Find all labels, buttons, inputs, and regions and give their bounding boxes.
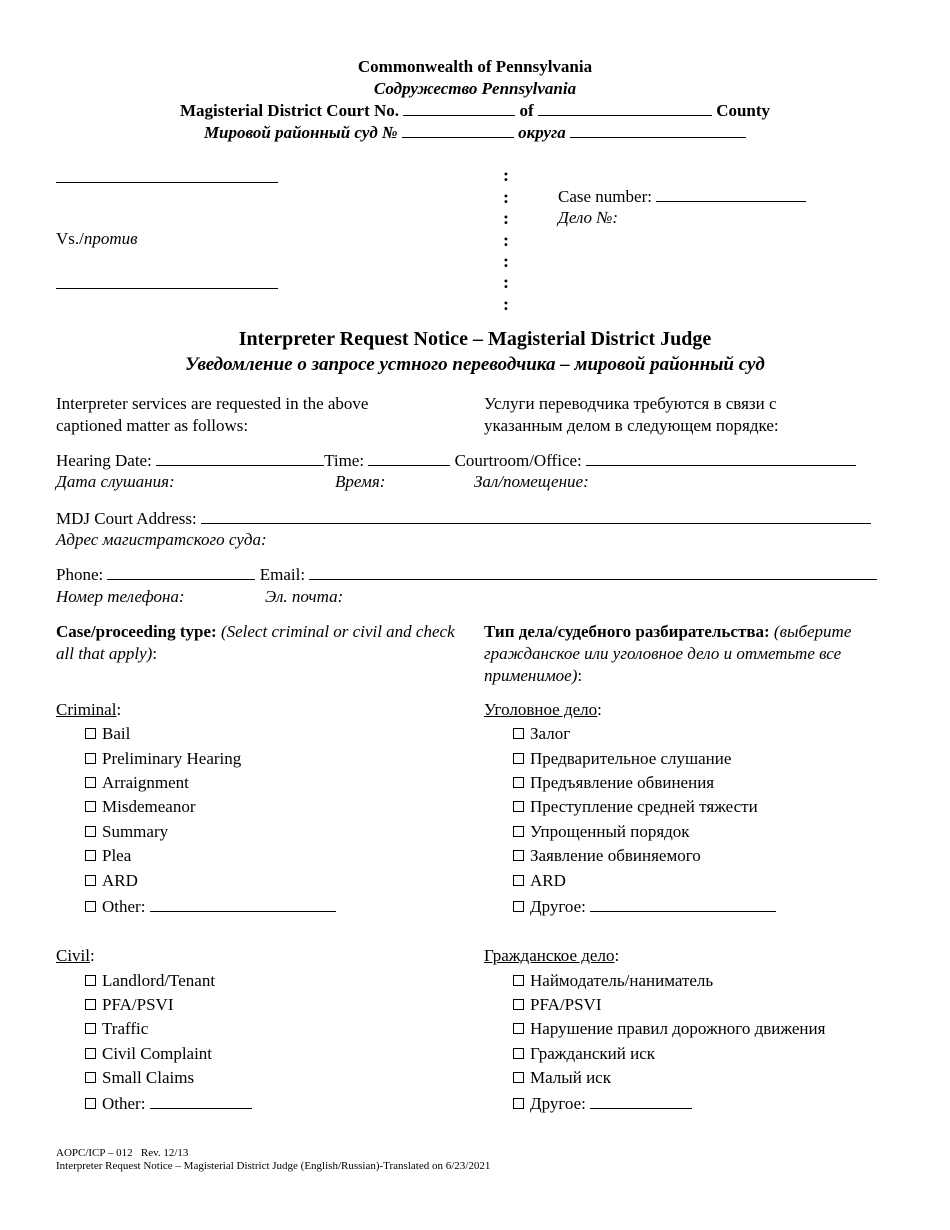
civil-heading-ru: Гражданское дело: <box>484 946 620 965</box>
checkbox-label: Small Claims <box>102 1068 195 1087</box>
criminal-heading: Criminal: <box>56 700 122 719</box>
checkbox-label: Plea <box>102 846 132 865</box>
time-label-ru: Время: <box>335 472 386 491</box>
footer-form-id: AOPC/ICP – 012 Rev. 12/13 <box>56 1147 189 1159</box>
checkbox-item[interactable] <box>513 846 701 866</box>
page-title-ru: Уведомление о запросе устного переводчика – мировой районный суд <box>185 354 765 375</box>
vs-ru: против <box>83 229 138 248</box>
vs-en: Vs./ <box>56 229 84 248</box>
plaintiff-field[interactable] <box>56 167 278 183</box>
time-label: Time: <box>324 451 365 470</box>
courtroom-label: Courtroom/Office: <box>454 451 582 470</box>
hearing-date-label-ru: Дата слушания: <box>56 472 175 491</box>
checkbox-item[interactable] <box>513 1093 692 1114</box>
email-field[interactable] <box>309 564 877 580</box>
checkbox[interactable] <box>513 975 524 986</box>
checkbox-label: Предъявление обвинения <box>530 773 715 792</box>
checkbox-label: Civil Complaint <box>102 1044 213 1063</box>
checkbox-item[interactable] <box>85 724 130 744</box>
checkbox[interactable] <box>85 875 96 886</box>
email-label: Email: <box>259 565 306 584</box>
checkbox-label: Bail <box>102 724 131 743</box>
other-field[interactable] <box>590 1093 692 1109</box>
intro-en: Interpreter services are requested in the above captioned matter as follows: <box>56 394 369 435</box>
defendant-field[interactable] <box>56 273 278 289</box>
courtroom-field[interactable] <box>586 450 856 466</box>
page-title: Interpreter Request Notice – Magisterial District Judge <box>238 328 712 350</box>
checkbox[interactable] <box>85 801 96 812</box>
checkbox[interactable] <box>85 975 96 986</box>
checkbox[interactable] <box>85 826 96 837</box>
checkbox-label: Landlord/Tenant <box>102 971 216 990</box>
checkbox[interactable] <box>85 1072 96 1083</box>
checkbox-item[interactable] <box>85 1093 252 1114</box>
checkbox-label: Упрощенный порядок <box>530 822 690 841</box>
court-number-field[interactable] <box>403 100 515 116</box>
checkbox-item[interactable] <box>513 749 731 769</box>
checkbox-label: Малый иск <box>530 1068 611 1087</box>
checkbox-item[interactable] <box>85 1044 212 1064</box>
checkbox-item[interactable] <box>85 896 336 917</box>
checkbox[interactable] <box>85 777 96 788</box>
header-court-line <box>0 100 950 121</box>
checkbox-item[interactable] <box>513 724 570 744</box>
court-number-field-ru[interactable] <box>402 122 514 138</box>
checkbox-label: Другое: <box>530 1094 586 1113</box>
checkbox-item[interactable] <box>513 1044 655 1064</box>
phone-label: Phone: <box>56 565 104 584</box>
checkbox-label: Preliminary Hearing <box>102 749 242 768</box>
footer-description: Interpreter Request Notice – Magisterial District Judge (English/Russian)-Translated on 6/23/2021 <box>56 1160 491 1172</box>
checkbox-item[interactable] <box>513 1019 825 1039</box>
checkbox-label: Other: <box>102 1094 146 1113</box>
checkbox[interactable] <box>513 850 524 861</box>
checkbox-label: Гражданский иск <box>530 1044 655 1063</box>
criminal-heading-text-ru: Уголовное дело <box>484 700 598 719</box>
checkbox-label: Нарушение правил дорожного движения <box>530 1019 826 1038</box>
checkbox-item[interactable] <box>85 822 168 842</box>
case-number-label-ru: Дело №: <box>558 208 618 227</box>
other-field[interactable] <box>590 896 776 912</box>
caption-colon: : <box>503 187 509 207</box>
checkbox-item[interactable] <box>85 749 241 769</box>
phone-field[interactable] <box>107 564 255 580</box>
proceeding-label: Case/proceeding type: <box>56 622 217 641</box>
criminal-heading-text: Criminal <box>56 700 117 719</box>
county-label: County <box>716 101 771 120</box>
checkbox-item[interactable] <box>85 773 189 793</box>
address-label: MDJ Court Address: <box>56 509 197 528</box>
checkbox-item[interactable] <box>85 971 215 991</box>
checkbox-item[interactable] <box>513 773 714 793</box>
case-number-label: Case number: <box>558 187 652 206</box>
checkbox-label: Arraignment <box>102 773 189 792</box>
checkbox[interactable] <box>513 801 524 812</box>
other-field[interactable] <box>150 896 336 912</box>
checkbox-label: Other: <box>102 897 146 916</box>
checkbox[interactable] <box>513 999 524 1010</box>
checkbox[interactable] <box>513 875 524 886</box>
of-label-ru: округа <box>518 123 566 142</box>
hearing-date-label: Hearing Date: <box>56 451 152 470</box>
checkbox-label: PFA/PSVI <box>102 995 174 1014</box>
checkbox[interactable] <box>85 1023 96 1034</box>
checkbox[interactable] <box>85 753 96 764</box>
checkbox-item[interactable] <box>513 1068 611 1088</box>
checkbox[interactable] <box>85 999 96 1010</box>
checkbox[interactable] <box>85 1098 96 1109</box>
checkbox-item[interactable] <box>85 797 195 817</box>
proceeding-type-ru: Тип дела/судебного разбирательства: (выберите гражданское или уголовное дело и отметьте все применимое): <box>484 622 852 685</box>
checkbox[interactable] <box>513 826 524 837</box>
checkbox[interactable] <box>85 901 96 912</box>
checkbox-label: Summary <box>102 822 169 841</box>
court-prefix: Magisterial District Court No. <box>179 101 400 120</box>
checkbox-item[interactable] <box>513 797 758 817</box>
caption-colon: : <box>503 165 509 185</box>
checkbox[interactable] <box>513 728 524 739</box>
checkbox-item[interactable] <box>85 871 138 891</box>
checkbox[interactable] <box>85 850 96 861</box>
checkbox-label: Traffic <box>102 1019 149 1038</box>
caption-colon: : <box>503 272 509 292</box>
case-number-field[interactable] <box>656 186 806 202</box>
checkbox-label: Misdemeanor <box>102 797 196 816</box>
header-court-line-ru <box>0 122 950 143</box>
caption-colon: : <box>503 208 509 228</box>
email-label-ru: Эл. почта: <box>265 587 344 606</box>
case-number-line <box>558 186 806 207</box>
checkbox-item[interactable] <box>513 871 566 891</box>
checkbox-item[interactable] <box>513 822 690 842</box>
checkbox-item[interactable] <box>513 971 713 991</box>
address-line <box>56 508 871 529</box>
proceeding-note-ru: (выберите гражданское или уголовное дело и отметьте все применимое) <box>484 622 852 685</box>
county-field[interactable] <box>538 100 712 116</box>
address-label-ru: Адрес магистратского суда: <box>56 530 267 549</box>
checkbox-item[interactable] <box>85 1068 194 1088</box>
hearing-line <box>56 450 856 471</box>
checkbox[interactable] <box>513 777 524 788</box>
checkbox-label: PFA/PSVI <box>530 995 602 1014</box>
checkbox-item[interactable] <box>85 1019 148 1039</box>
checkbox-label: Преступление средней тяжести <box>530 797 758 816</box>
court-prefix-ru: Мировой районный суд № <box>203 123 398 142</box>
checkbox-item[interactable] <box>513 896 776 917</box>
civil-heading: Civil: <box>56 946 95 965</box>
checkbox-label: Наймодатель/наниматель <box>530 971 714 990</box>
checkbox-label: Другое: <box>530 897 586 916</box>
header-commonwealth: Commonwealth of Pennsylvania <box>357 57 593 76</box>
checkbox-label: ARD <box>102 871 138 890</box>
caption-colon: : <box>503 251 509 271</box>
proceeding-type-en: Case/proceeding type: (Select criminal or civil and check all that apply): <box>56 622 455 663</box>
caption-colon: : <box>503 294 509 314</box>
proceeding-label-ru: Тип дела/судебного разбирательства: <box>484 622 770 641</box>
checkbox-label: ARD <box>530 871 566 890</box>
checkbox[interactable] <box>513 901 524 912</box>
address-field[interactable] <box>201 508 871 524</box>
civil-heading-text: Civil <box>56 946 91 965</box>
checkbox[interactable] <box>513 1072 524 1083</box>
checkbox-item[interactable] <box>85 995 174 1015</box>
checkbox[interactable] <box>513 1048 524 1059</box>
checkbox-label: Предварительное слушание <box>530 749 732 768</box>
intro-ru: Услуги переводчика требуются в связи с указанным делом в следующем порядке: <box>484 394 779 435</box>
county-field-ru[interactable] <box>570 122 746 138</box>
checkbox-item[interactable] <box>85 846 131 866</box>
header-commonwealth-ru: Содружество Pennsylvania <box>373 79 577 98</box>
civil-heading-text-ru: Гражданское дело <box>484 946 615 965</box>
criminal-heading-ru: Уголовное дело: <box>484 700 602 719</box>
contact-line <box>56 564 877 585</box>
hearing-date-field[interactable] <box>156 450 324 466</box>
checkbox[interactable] <box>513 1023 524 1034</box>
time-field[interactable] <box>368 450 450 466</box>
caption-colon: : <box>503 230 509 250</box>
of-label: of <box>519 101 534 120</box>
checkbox-item[interactable] <box>513 995 602 1015</box>
proceeding-note: (Select criminal or civil and check all that apply) <box>56 622 455 663</box>
checkbox-label: Заявление обвиняемого <box>530 846 701 865</box>
other-field[interactable] <box>150 1093 252 1109</box>
phone-label-ru: Номер телефона: <box>56 587 185 606</box>
checkbox[interactable] <box>513 753 524 764</box>
vs-label <box>56 229 138 249</box>
courtroom-label-ru: Зал/помещение: <box>474 472 589 491</box>
checkbox[interactable] <box>85 728 96 739</box>
checkbox-label: Залог <box>530 724 571 743</box>
checkbox[interactable] <box>513 1098 524 1109</box>
checkbox[interactable] <box>85 1048 96 1059</box>
